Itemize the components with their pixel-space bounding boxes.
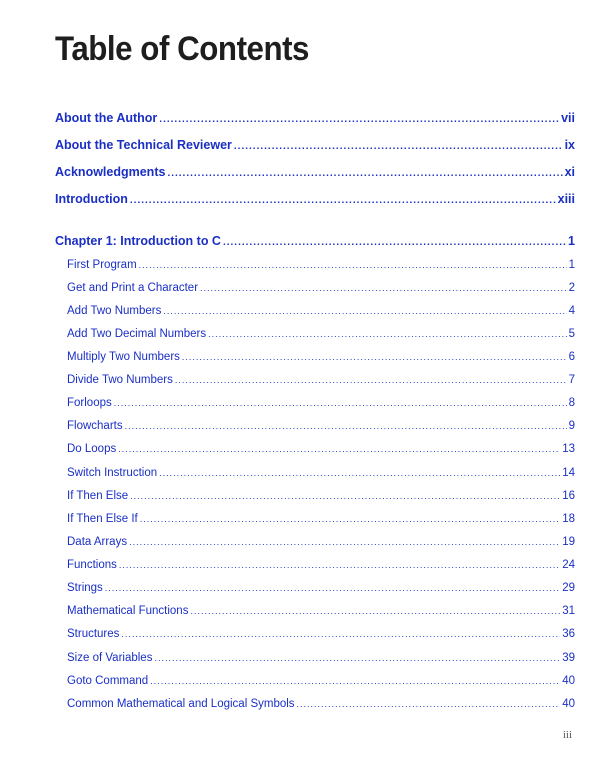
dot-leader — [139, 260, 567, 270]
dot-leader — [208, 329, 566, 339]
toc-entry-page: 6 — [568, 351, 575, 363]
dot-leader — [130, 195, 556, 206]
toc-entry-label: Add Two Decimal Numbers — [67, 328, 207, 340]
toc-entry-page: 14 — [562, 467, 575, 479]
page-title: Table of Contents — [55, 30, 310, 68]
toc-entry-label: Divide Two Numbers — [67, 374, 173, 386]
toc-entry-label: Acknowledgments — [55, 165, 166, 179]
toc-entry-page: 2 — [568, 282, 575, 294]
toc-entry-page: 18 — [562, 513, 575, 525]
toc-entry-about-the-author[interactable] — [55, 111, 575, 125]
toc-entry-label: Do Loops — [67, 443, 117, 455]
toc-entry-section[interactable] — [67, 443, 575, 455]
toc-entry-label: If Then Else If — [67, 513, 138, 525]
toc-entry-label: Chapter 1: Introduction to C — [55, 234, 221, 248]
toc-entry-label: Structures — [67, 628, 120, 640]
toc-entry-label: Common Mathematical and Logical Symbols — [67, 698, 295, 710]
toc-entry-label: Goto Command — [67, 675, 149, 687]
toc-entry-page: ix — [564, 138, 575, 152]
toc-entry-page: 4 — [568, 305, 575, 317]
toc-entry-section[interactable] — [67, 467, 575, 479]
toc-entry-label: Get and Print a Character — [67, 282, 199, 294]
toc-entry-page: 36 — [562, 628, 575, 640]
toc-entry-page: 16 — [562, 490, 575, 502]
dot-leader — [105, 583, 560, 593]
dot-leader — [118, 444, 560, 454]
dot-leader — [125, 421, 567, 431]
toc-entry-label: Multiply Two Numbers — [67, 351, 180, 363]
toc-entry-section[interactable] — [67, 513, 575, 525]
dot-leader — [119, 560, 560, 570]
toc-entry-page: 13 — [562, 443, 575, 455]
dot-leader — [190, 606, 560, 616]
toc-entry-page: 31 — [562, 605, 575, 617]
toc-entry-section[interactable] — [67, 675, 575, 687]
toc-entry-section[interactable] — [67, 652, 575, 664]
toc-entry-section[interactable] — [67, 582, 575, 594]
toc-entry-section[interactable] — [67, 605, 575, 617]
dot-leader — [129, 537, 560, 547]
toc-entry-page: xi — [564, 165, 575, 179]
dot-leader — [121, 629, 560, 639]
toc-entry-page: 1 — [568, 234, 575, 248]
toc-entry-label: Functions — [67, 559, 117, 571]
toc-entry-section[interactable] — [67, 282, 575, 294]
toc-entry-page: 19 — [562, 536, 575, 548]
toc-entry-page: 29 — [562, 582, 575, 594]
toc-entry-section[interactable] — [67, 374, 575, 386]
toc-entry-label: About the Author — [55, 111, 158, 125]
toc-entry-label: Add Two Numbers — [67, 305, 162, 317]
toc-entry-page: 8 — [568, 397, 575, 409]
toc-entry-page: 1 — [568, 259, 575, 271]
dot-leader — [154, 653, 560, 663]
dot-leader — [223, 237, 566, 248]
toc-entry-chapter-1[interactable] — [55, 234, 575, 248]
toc-entry-page: xiii — [557, 192, 575, 206]
toc-entry-section[interactable] — [67, 420, 575, 432]
dot-leader — [140, 514, 560, 524]
toc-entry-label: Forloops — [67, 397, 112, 409]
toc-entry-label: About the Technical Reviewer — [55, 138, 232, 152]
toc-entry-page: 40 — [562, 698, 575, 710]
toc-entry-page: 24 — [562, 559, 575, 571]
toc-entry-label: First Program — [67, 259, 137, 271]
toc-entry-page: 40 — [562, 675, 575, 687]
toc-entry-introduction[interactable] — [55, 192, 575, 206]
toc-entry-label: If Then Else — [67, 490, 129, 502]
toc-entry-section[interactable] — [67, 259, 575, 271]
dot-leader — [163, 306, 566, 316]
dot-leader — [159, 114, 559, 125]
toc-entry-section[interactable] — [67, 559, 575, 571]
dot-leader — [159, 468, 560, 478]
toc-entry-page: 39 — [562, 652, 575, 664]
dot-leader — [234, 141, 563, 152]
toc-entry-section[interactable] — [67, 328, 575, 340]
toc-entry-section[interactable] — [67, 490, 575, 502]
toc-entry-section[interactable] — [67, 628, 575, 640]
toc-entry-page: 5 — [568, 328, 575, 340]
toc-entry-page: 7 — [568, 374, 575, 386]
toc-entry-section[interactable] — [67, 351, 575, 363]
toc-entry-label: Strings — [67, 582, 103, 594]
dot-leader — [150, 676, 560, 686]
toc-entry-label: Flowcharts — [67, 420, 123, 432]
dot-leader — [182, 352, 567, 362]
toc-entry-section[interactable] — [67, 536, 575, 548]
toc-entry-page: vii — [561, 111, 575, 125]
dot-leader — [297, 699, 561, 709]
dot-leader — [175, 375, 567, 385]
footer-page-number: iii — [562, 729, 572, 741]
toc-entry-about-the-technical-reviewer[interactable] — [55, 138, 575, 152]
dot-leader — [114, 398, 567, 408]
toc-entry-section[interactable] — [67, 305, 575, 317]
dot-leader — [200, 283, 567, 293]
toc-entry-page: 9 — [568, 420, 575, 432]
toc-entry-label: Introduction — [55, 192, 128, 206]
toc-entry-label: Data Arrays — [67, 536, 128, 548]
toc-entry-label: Switch Instruction — [67, 467, 158, 479]
dot-leader — [167, 168, 562, 179]
toc-entry-label: Mathematical Functions — [67, 605, 189, 617]
dot-leader — [130, 491, 560, 501]
toc-entry-section[interactable] — [67, 698, 575, 710]
toc-entry-acknowledgments[interactable] — [55, 165, 575, 179]
toc-entry-label: Size of Variables — [67, 652, 153, 664]
toc-entry-section[interactable] — [67, 397, 575, 409]
